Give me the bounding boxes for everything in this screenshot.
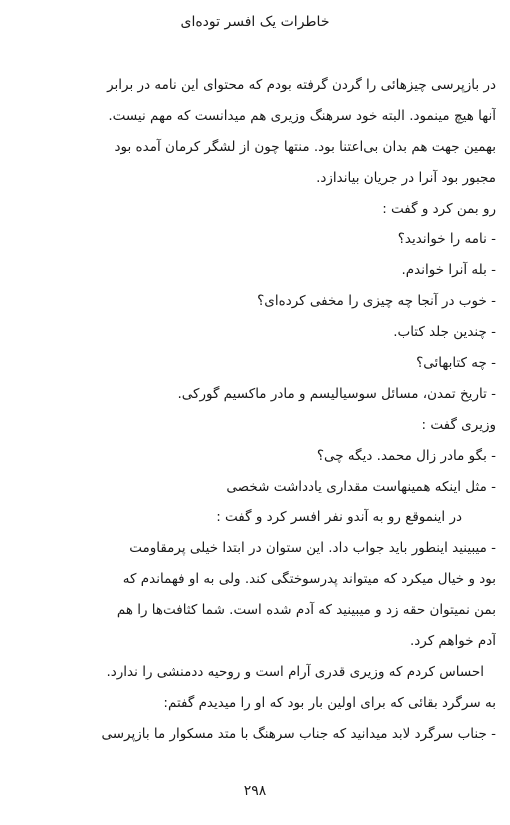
text-line-19: آدم خواهم کرد.: [409, 633, 496, 650]
text-line-15: در اینموقع رو به آندو نفر افسر کرد و گفت :: [216, 509, 462, 526]
text-line-21: به سرگرد بقائی که برای اولین بار بود که او را میدیدم گفتم:: [163, 694, 496, 711]
text-line-18: بمن نمیتوان حقه زد و میبینید که آدم شده است. شما کثافت‌ها را هم: [116, 602, 496, 619]
text-line-22: - جناب سرگرد لابد میدانید که جناب سرهنگ با متد مسکوار ما بازپرسی: [101, 725, 496, 742]
text-line-17: بود و خیال میکرد که میتواند پدرسوختگی کند. ولی به او فهماندم که: [122, 571, 496, 588]
text-line-20: احساس کردم که وزیری قدری آرام است و روحیه ددمنشی را ندارد.: [106, 663, 484, 680]
text-line-5: رو بمن کرد و گفت :: [382, 200, 496, 217]
text-line-11: - تاریخ تمدن، مسائل سوسیالیسم و مادر ماکسیم گورکی.: [177, 385, 496, 402]
text-line-9: - چندین جلد کتاب.: [393, 324, 496, 341]
text-line-16: - میبینید اینطور باید جواب داد. این ستوان در ابتدا خیلی پرمقاومت: [129, 540, 496, 557]
text-line-13: - بگو مادر زال محمد. دیگه چی؟: [316, 447, 496, 464]
text-line-10: - چه کتابهائی؟: [416, 355, 496, 372]
text-line-8: - خوب در آنجا چه چیزی را مخفی کرده‌ای؟: [257, 293, 496, 310]
text-line-3: بهمین جهت هم بدان بی‌اعتنا بود. منتها چون از لشگر کرمان آمده بود: [114, 138, 496, 155]
text-line-12: وزیری گفت :: [421, 416, 496, 433]
text-line-4: مجبور بود آنرا در جریان بیاندازد.: [316, 169, 496, 186]
text-line-1: در بازپرسی چیزهائی را گردن گرفته بودم که محتوای این نامه در برابر: [107, 77, 496, 93]
text-line-14: - مثل اینکه همینهاست مقداری یادداشت شخصی: [226, 478, 496, 495]
text-line-6: - نامه را خواندید؟: [397, 231, 496, 248]
page-title: خاطرات یک افسر توده‌ای: [180, 14, 330, 30]
body-text: [14, 70, 496, 750]
page-number: ۲۹۸: [243, 783, 267, 799]
text-line-7: - بله آنرا خواندم.: [401, 262, 496, 279]
text-line-2: آنها هیچ مینمود. البته خود سرهنگ وزیری هم میدانست که مهم نیست.: [108, 107, 496, 124]
